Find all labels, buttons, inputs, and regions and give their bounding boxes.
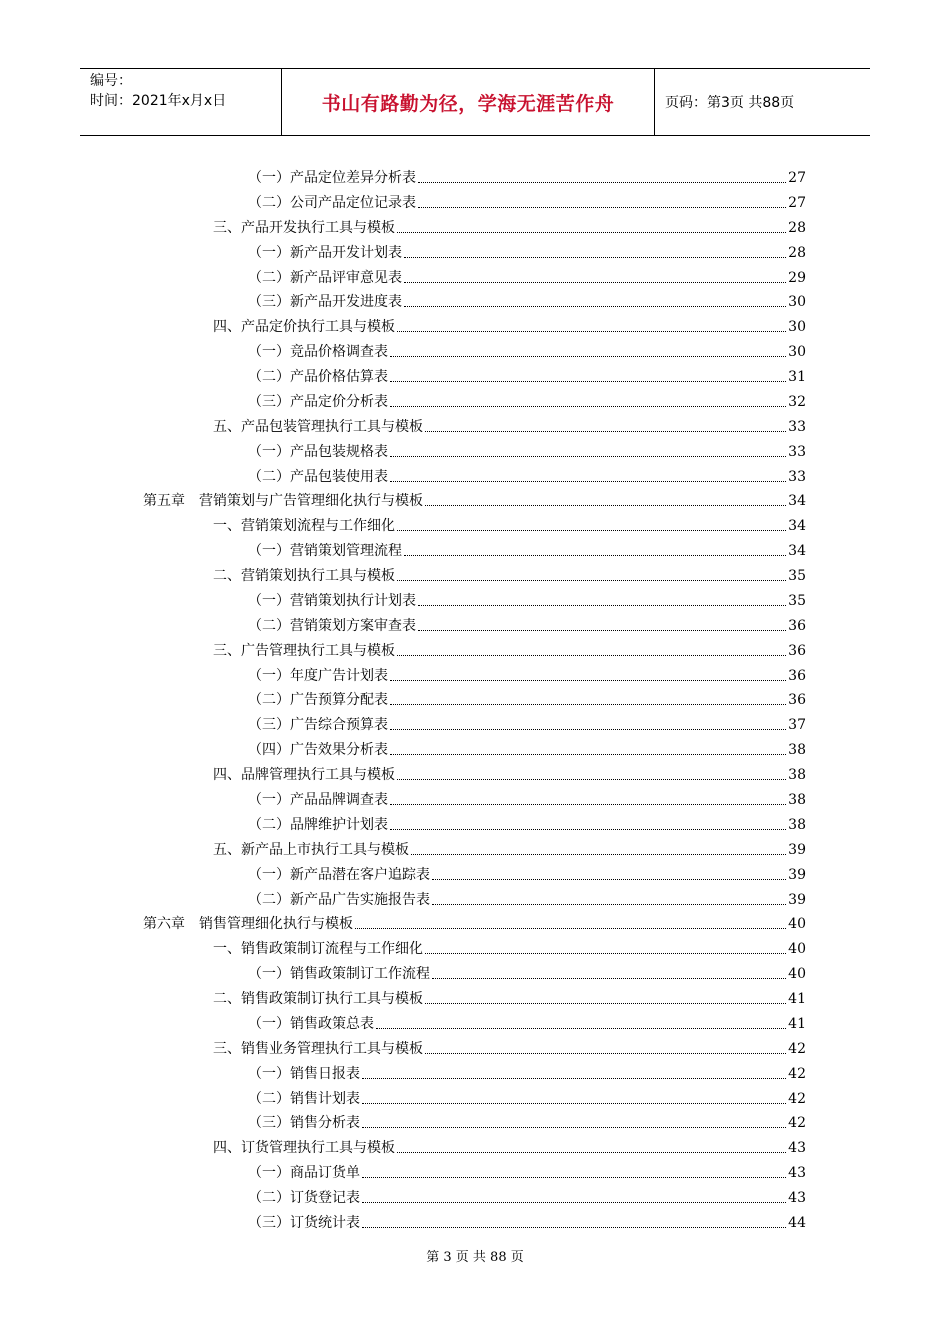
toc-leader-dots — [390, 380, 786, 382]
toc-leader-dots — [425, 1052, 786, 1054]
toc-entry-page: 33 — [788, 443, 806, 460]
toc-entry[interactable] — [213, 566, 806, 586]
toc-entry[interactable] — [248, 367, 806, 387]
toc-entry-page: 36 — [788, 667, 806, 684]
toc-entry-label: （二）广告预算分配表 — [248, 692, 388, 709]
toc-entry-page: 42 — [788, 1090, 806, 1107]
toc-entry-page: 39 — [788, 866, 806, 883]
toc-entry-label: （三）广告综合预算表 — [248, 717, 388, 734]
toc-entry-label: （二）新产品评审意见表 — [248, 269, 402, 286]
toc-leader-dots — [355, 927, 786, 929]
toc-leader-dots — [390, 355, 786, 357]
toc-entry-label: （一）商品订货单 — [248, 1165, 360, 1182]
toc-leader-dots — [411, 853, 786, 855]
toc-entry[interactable] — [248, 1113, 806, 1133]
toc-leader-dots — [362, 1077, 786, 1079]
toc-leader-dots — [425, 504, 786, 506]
toc-entry-page: 29 — [788, 269, 806, 286]
toc-entry-page: 43 — [788, 1140, 806, 1157]
toc-entry-page: 34 — [788, 493, 806, 510]
toc-entry-label: 第六章 销售管理细化执行与模板 — [143, 916, 353, 933]
toc-entry-page: 38 — [788, 742, 806, 759]
toc-entry-label: （一）销售政策制订工作流程 — [248, 966, 430, 983]
toc-entry[interactable] — [213, 765, 806, 785]
toc-entry[interactable] — [248, 715, 806, 735]
toc-entry-page: 39 — [788, 891, 806, 908]
toc-entry-label: （一）销售日报表 — [248, 1065, 360, 1082]
header-meta — [80, 69, 282, 135]
toc-entry-label: 二、营销策划执行工具与模板 — [213, 568, 395, 585]
toc-entry-page: 36 — [788, 642, 806, 659]
toc-entry[interactable] — [213, 989, 806, 1009]
toc-leader-dots — [390, 703, 786, 705]
toc-leader-dots — [362, 1201, 786, 1203]
document-date: 时间：2021年x月x日 — [90, 93, 227, 109]
toc-entry-page: 38 — [788, 792, 806, 808]
toc-entry-label: 三、销售业务管理执行工具与模板 — [213, 1040, 423, 1057]
toc-entry-page: 35 — [788, 568, 806, 585]
toc-leader-dots — [418, 604, 786, 606]
toc-entry[interactable] — [248, 268, 806, 288]
header-motto: 书山有路勤为径，学海无涯苦作舟 — [321, 92, 615, 115]
toc-entry-page: 33 — [788, 418, 806, 435]
toc-leader-dots — [390, 803, 786, 805]
toc-entry-label: 五、产品包装管理执行工具与模板 — [213, 418, 423, 435]
toc-entry-label: （一）营销策划执行计划表 — [248, 592, 416, 609]
toc-entry-label: 二、销售政策制订执行工具与模板 — [213, 991, 423, 1008]
toc-entry[interactable] — [248, 392, 806, 412]
toc-leader-dots — [390, 679, 786, 681]
toc-entry-label: 三、产品开发执行工具与模板 — [213, 219, 395, 236]
toc-leader-dots — [432, 903, 786, 905]
toc-leader-dots — [397, 654, 786, 656]
toc-entry[interactable] — [248, 292, 806, 312]
toc-leader-dots — [362, 1226, 786, 1228]
toc-entry-page: 32 — [788, 393, 806, 410]
toc-entry-label: 第五章 营销策划与广告管理细化执行与模板 — [143, 493, 423, 510]
toc-entry-label: （二）公司产品定位记录表 — [248, 194, 416, 211]
toc-entry-page: 28 — [788, 219, 806, 236]
toc-leader-dots — [390, 405, 786, 407]
toc-entry[interactable] — [248, 815, 806, 835]
toc-leader-dots — [390, 455, 786, 457]
toc-entry[interactable] — [248, 1213, 806, 1233]
toc-entry[interactable] — [213, 417, 806, 437]
toc-leader-dots — [418, 181, 786, 183]
toc-entry[interactable] — [248, 243, 806, 263]
toc-entry-label: 五、新产品上市执行工具与模板 — [213, 841, 409, 858]
toc-entry-label: （二）产品包装使用表 — [248, 468, 388, 485]
toc-leader-dots — [390, 728, 786, 730]
toc-entry[interactable] — [248, 1064, 806, 1084]
toc-entry-page: 28 — [788, 244, 806, 261]
toc-entry[interactable] — [248, 790, 806, 810]
toc-entry-label: （一）产品包装规格表 — [248, 443, 388, 460]
toc-entry-label: 四、品牌管理执行工具与模板 — [213, 767, 395, 784]
toc-entry[interactable] — [248, 541, 806, 561]
toc-entry-page: 30 — [788, 294, 806, 311]
toc-leader-dots — [418, 629, 786, 631]
toc-leader-dots — [425, 430, 786, 432]
toc-leader-dots — [432, 878, 786, 880]
toc-leader-dots — [404, 305, 786, 307]
toc-entry-label: （一）产品品牌调查表 — [248, 792, 388, 808]
toc-entry[interactable] — [248, 740, 806, 760]
toc-leader-dots — [362, 1102, 786, 1104]
toc-leader-dots — [425, 1002, 786, 1004]
toc-entry-label: 四、产品定价执行工具与模板 — [213, 319, 395, 336]
toc-entry-label: （一）营销策划管理流程 — [248, 543, 402, 560]
toc-entry-page: 30 — [788, 344, 806, 361]
page-header — [80, 68, 870, 136]
toc-leader-dots — [376, 1027, 786, 1029]
toc-entry[interactable] — [248, 467, 806, 487]
toc-entry-label: 四、订货管理执行工具与模板 — [213, 1140, 395, 1157]
toc-entry-label: （一）新产品开发计划表 — [248, 244, 402, 261]
toc-leader-dots — [397, 231, 786, 233]
toc-entry[interactable] — [248, 890, 806, 910]
toc-entry-page: 40 — [788, 916, 806, 933]
toc-entry-page: 33 — [788, 468, 806, 485]
toc-leader-dots — [397, 778, 786, 780]
toc-entry[interactable] — [248, 591, 806, 611]
toc-entry[interactable] — [213, 840, 806, 860]
toc-entry[interactable] — [248, 690, 806, 710]
toc-leader-dots — [432, 977, 786, 979]
toc-leader-dots — [390, 480, 786, 482]
toc-entry[interactable] — [213, 317, 806, 337]
toc-entry-label: （二）品牌维护计划表 — [248, 816, 388, 833]
toc-entry[interactable] — [143, 491, 806, 511]
toc-entry-page: 27 — [788, 170, 806, 186]
toc-entry-page: 40 — [788, 966, 806, 983]
toc-leader-dots — [390, 828, 786, 830]
toc-entry-label: （三）新产品开发进度表 — [248, 294, 402, 311]
toc-entry-label: （二）订货登记表 — [248, 1190, 360, 1207]
toc-entry-page: 27 — [788, 194, 806, 211]
toc-entry[interactable] — [248, 964, 806, 984]
toc-leader-dots — [397, 529, 786, 531]
toc-entry-label: （三）产品定价分析表 — [248, 393, 388, 410]
toc-entry-label: （二）新产品广告实施报告表 — [248, 891, 430, 908]
toc-entry[interactable] — [248, 1089, 806, 1109]
toc-entry-label: 三、广告管理执行工具与模板 — [213, 642, 395, 659]
toc-entry[interactable] — [213, 516, 806, 536]
toc-entry-label: （二）营销策划方案审查表 — [248, 617, 416, 634]
toc-entry-label: （一）销售政策总表 — [248, 1015, 374, 1032]
toc-entry[interactable] — [248, 666, 806, 686]
toc-entry-page: 41 — [788, 991, 806, 1008]
header-motto-cell — [282, 69, 655, 135]
toc-entry-page: 38 — [788, 767, 806, 784]
toc-entry-page: 36 — [788, 617, 806, 634]
toc-entry-page: 43 — [788, 1190, 806, 1207]
toc-leader-dots — [418, 206, 786, 208]
toc-entry[interactable] — [213, 218, 806, 238]
page-footer: 第 3 页 共 88 页 — [426, 1250, 524, 1265]
toc-entry-page: 30 — [788, 319, 806, 336]
toc-entry-label: （二）产品价格估算表 — [248, 369, 388, 386]
toc-entry-label: （三）订货统计表 — [248, 1214, 360, 1231]
toc-leader-dots — [397, 1151, 786, 1153]
toc-entry[interactable] — [213, 1138, 806, 1158]
toc-leader-dots — [425, 952, 786, 954]
toc-leader-dots — [404, 281, 786, 283]
toc-leader-dots — [397, 330, 786, 332]
toc-entry[interactable] — [143, 914, 806, 934]
toc-entry-label: （三）销售分析表 — [248, 1115, 360, 1132]
toc-leader-dots — [404, 256, 786, 258]
toc-entry[interactable] — [248, 1188, 806, 1208]
toc-entry-label: 一、销售政策制订流程与工作细化 — [213, 941, 423, 958]
toc-entry[interactable] — [248, 865, 806, 885]
toc-entry[interactable] — [248, 616, 806, 636]
toc-entry[interactable] — [248, 442, 806, 462]
toc-entry-page: 38 — [788, 816, 806, 833]
toc-entry-page: 42 — [788, 1040, 806, 1057]
toc-entry-page: 43 — [788, 1165, 806, 1182]
toc-entry-page: 35 — [788, 592, 806, 609]
toc-entry-label: （一）竞品价格调查表 — [248, 344, 388, 361]
toc-entry-label: （二）销售计划表 — [248, 1090, 360, 1107]
header-page-info: 页码：第3页 共88页 — [665, 95, 795, 111]
toc-entry[interactable] — [248, 342, 806, 362]
toc-entry-page: 37 — [788, 717, 806, 734]
toc-leader-dots — [362, 1176, 786, 1178]
toc-entry-page: 42 — [788, 1115, 806, 1132]
toc-entry-label: （四）广告效果分析表 — [248, 742, 388, 759]
toc-leader-dots — [362, 1126, 786, 1128]
toc-entry-label: （一）产品定位差异分析表 — [248, 170, 416, 186]
toc-entry-page: 41 — [788, 1015, 806, 1032]
toc-entry-page: 36 — [788, 692, 806, 709]
toc-leader-dots — [404, 554, 786, 556]
toc-entry-page: 44 — [788, 1214, 806, 1231]
toc-entry-page: 39 — [788, 841, 806, 858]
toc-entry-page: 31 — [788, 369, 806, 386]
toc-leader-dots — [390, 753, 786, 755]
toc-entry[interactable] — [248, 193, 806, 213]
toc-entry[interactable] — [248, 1014, 806, 1034]
toc-entry-page: 42 — [788, 1065, 806, 1082]
toc-entry-label: 一、营销策划流程与工作细化 — [213, 518, 395, 535]
toc-leader-dots — [397, 579, 786, 581]
toc-entry[interactable] — [213, 641, 806, 661]
document-number-label: 编号： — [90, 73, 132, 89]
toc-entry-page: 40 — [788, 941, 806, 958]
toc-entry-page: 34 — [788, 518, 806, 535]
toc-entry-page: 34 — [788, 543, 806, 560]
toc-entry[interactable] — [213, 1039, 806, 1059]
toc-entry-label: （一）新产品潜在客户追踪表 — [248, 866, 430, 883]
toc-entry-label: （一）年度广告计划表 — [248, 667, 388, 684]
toc-entry[interactable] — [248, 1163, 806, 1183]
toc-entry[interactable] — [213, 939, 806, 959]
header-page-info-cell — [655, 69, 870, 135]
toc-entry[interactable] — [248, 168, 806, 188]
